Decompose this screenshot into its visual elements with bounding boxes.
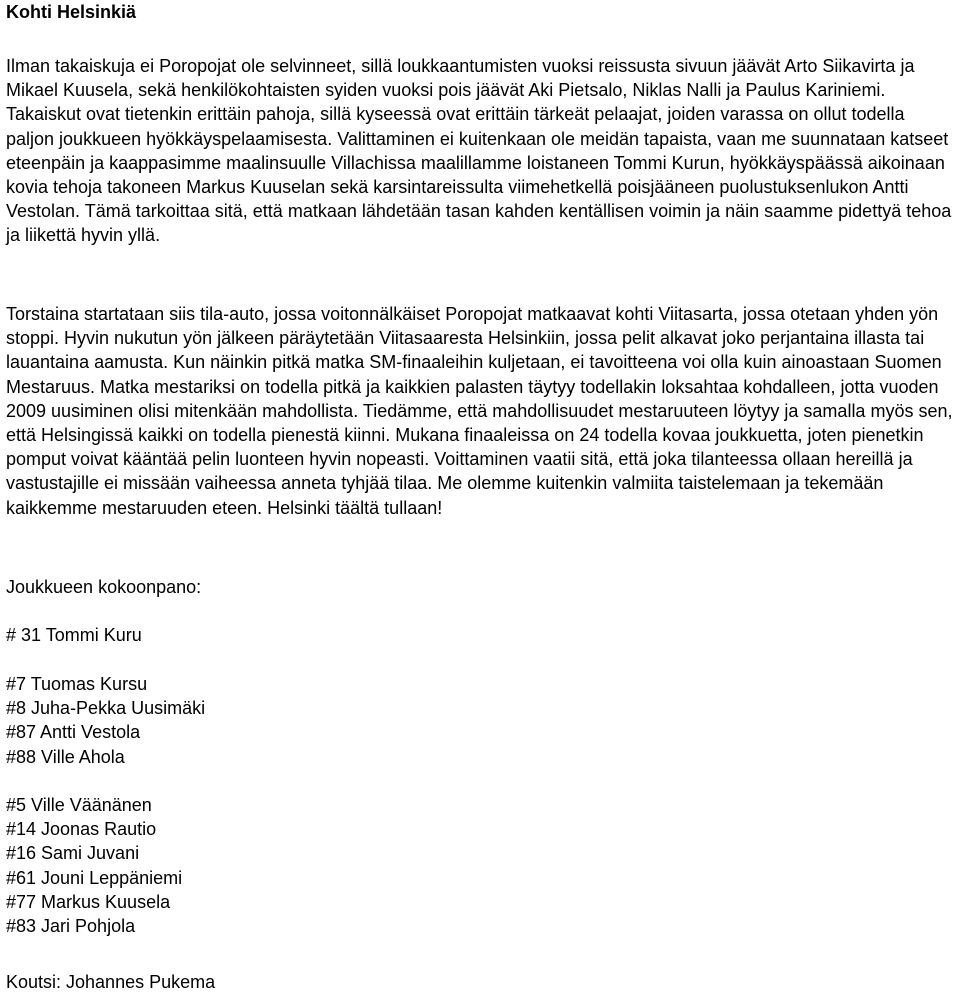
roster-player: #83 Jari Pohjola bbox=[6, 916, 136, 937]
page-title: Kohti Helsinkiä bbox=[6, 2, 137, 22]
paragraph-trip: Torstaina startataan siis tila-auto, jossa voitonnälkäiset Poropojat matkaavat kohti Viitasarta, jossa otetaan yhden yön stoppi. Hyvin nukutun yön jälkeen päräytetään Viitasaaresta Helsinkiin, jossa pelit alkavat joko perjantaina illasta tai lauantaina aamusta. Kun näinkin pitkä matka SM-finaaleihin kuljetaan, ei tavoitteena voi olla kuin ainoastaan Suomen Mestaruus. Matka mestariksi on todella pitkä ja kaikkien palasten täytyy todellakin loksahtaa kohdalleen, jotta vuoden 2009 uusiminen olisi mitenkään mahdollista. Tiedämme, että mahdollisuudet mestaruuteen löytyy ja samalla myös sen, että Helsingissä kaikki on todella pienestä kiinni. Mukana finaaleissa on 24 todella kovaa joukkuetta, joten pienetkin pomput voivat kääntää pelin luonteen hyvin nopeasti. Voittaminen vaatii sitä, että joka tilanteessa ollaan hereillä ja vastustajille ei missään vaiheessa anneta tyhjää tilaa. Me olemme kuitenkin valmiita taistelemaan ja tekemään kaikkemme mestaruuden eteen. Helsinki täältä tullaan! bbox=[6, 304, 953, 518]
roster-player: #88 Ville Ahola bbox=[6, 746, 125, 767]
roster-player: #61 Jouni Leppäniemi bbox=[6, 867, 183, 888]
roster-goalies bbox=[6, 623, 142, 647]
roster-player: #7 Tuomas Kursu bbox=[6, 674, 148, 694]
roster-heading: Joukkueen kokoonpano: bbox=[6, 577, 202, 597]
roster-player: #16 Sami Juvani bbox=[6, 843, 140, 864]
roster-forwards bbox=[6, 793, 182, 938]
roster-player: #14 Joonas Rautio bbox=[6, 819, 157, 840]
roster-player: #77 Markus Kuusela bbox=[6, 891, 171, 912]
paragraph-setbacks: Ilman takaiskuja ei Poropojat ole selvinneet, sillä loukkaantumisten vuoksi reissusta sivuun jäävät Arto Siikavirta ja Mikael Kuusela, sekä henkilökohtaisten syiden vuoksi pois jäävät Aki Pietsalo, Niklas Nalli ja Paulus Kariniemi. Takaiskut ovat tietenkin erittäin pahoja, sillä kyseessä ovat erittäin tärkeät pelaajat, joiden varassa on ollut todella paljon joukkueen hyökkäyspelaamisesta. Valittaminen ei kuitenkaan ole meidän tapaista, vaan me suunnataan katseet eteenpäin ja kaappasimme maalinsuulle Villachissa maalillamme loistaneen Tommi Kurun, hyökkäyspäässä aikoinaan kovia tehoja takoneen Markus Kuuselan sekä karsintareissulta viimehetkellä poisjääneen puolustuksenlukon Antti Vestolan. Tämä tarkoittaa sitä, että matkaan lähdetään tasan kahden kentällisen voimin ja näin saamme pidettyä tehoa ja liikettä hyvin yllä. bbox=[6, 56, 952, 246]
roster-player: # 31 Tommi Kuru bbox=[6, 625, 142, 645]
roster-player: #8 Juha-Pekka Uusimäki bbox=[6, 698, 206, 719]
roster-defense bbox=[6, 672, 205, 769]
coach-line: Koutsi: Johannes Pukema bbox=[6, 972, 216, 992]
roster-player: #5 Ville Väänänen bbox=[6, 795, 152, 815]
roster-player: #87 Antti Vestola bbox=[6, 722, 141, 743]
